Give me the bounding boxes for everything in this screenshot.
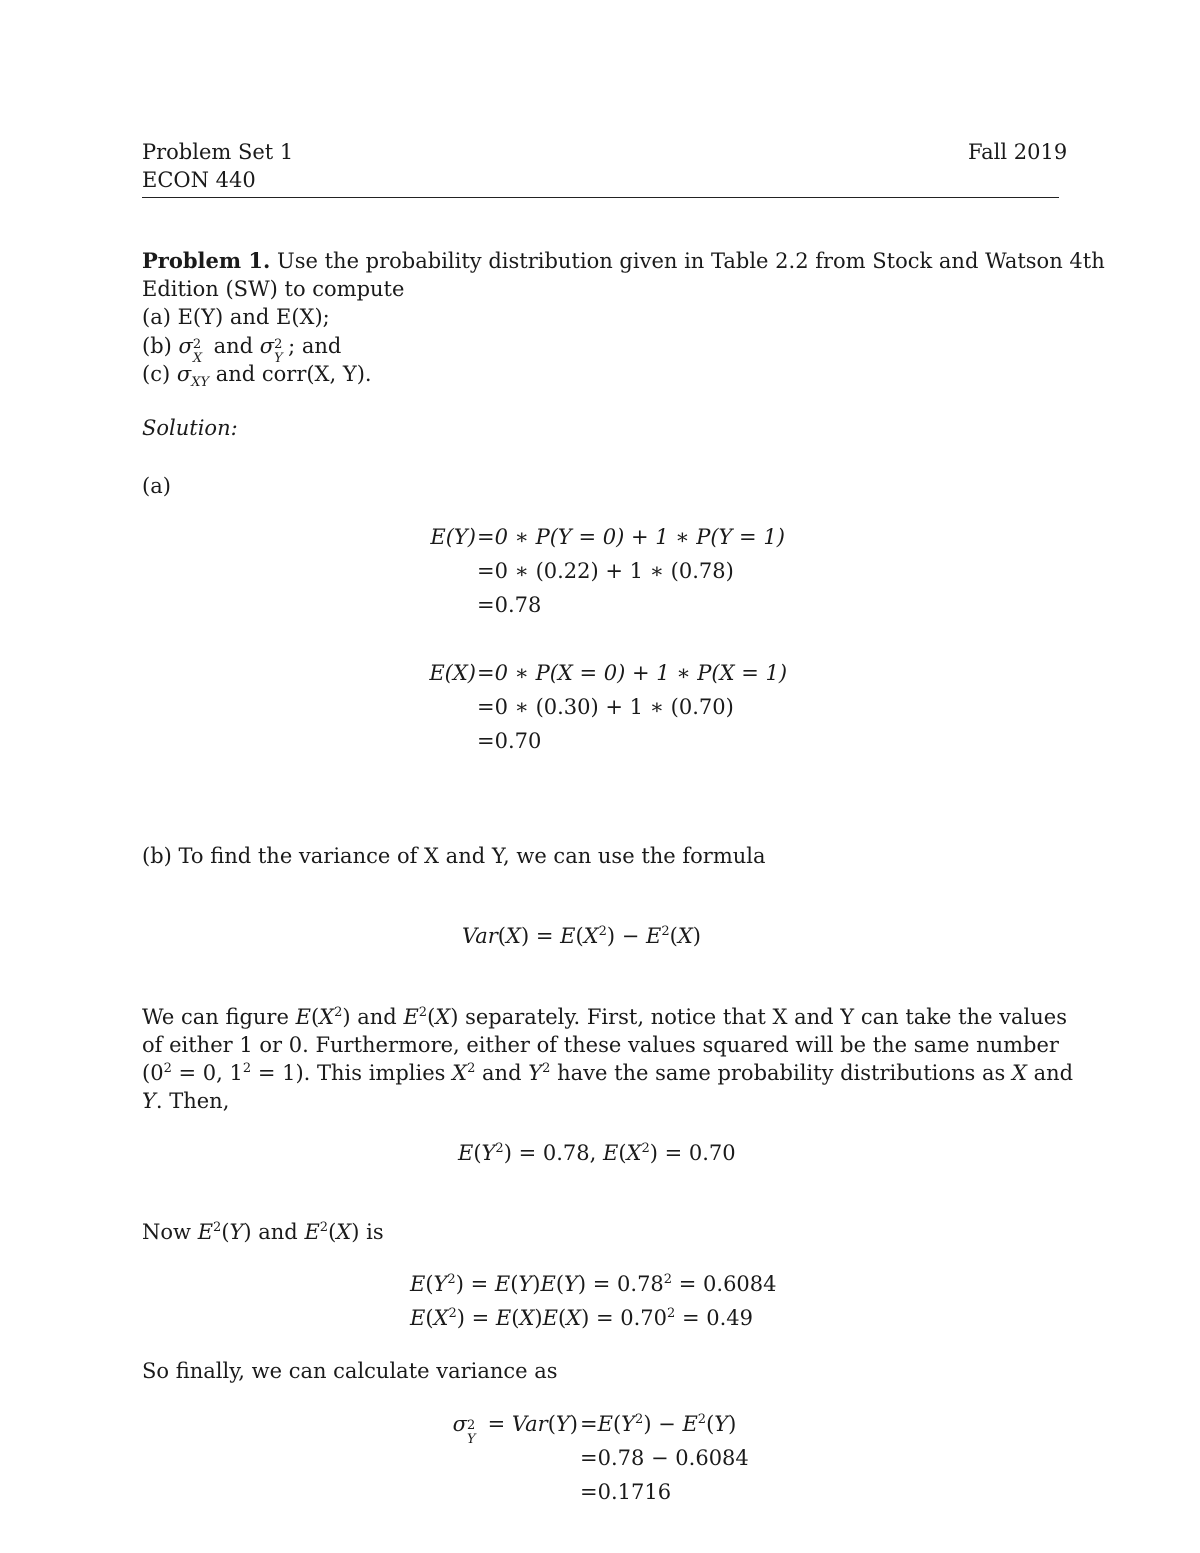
paragraph-line-2: of either 1 or 0. Furthermore, either of these values squared will be the same number — [142, 1033, 1059, 1057]
variance-formula: $Var(X) = E(X^2) - E^2(X)$ — [462, 924, 701, 948]
square-row-1: $E(Y^2) = E(Y)E(Y) = 0.78^2 = 0.6084$ — [410, 1272, 777, 1296]
square-row-2: $E(X^2) = E(X)E(X) = 0.70^2 = 0.49$ — [410, 1306, 754, 1330]
paragraph-line-4: Y. Then, — [142, 1089, 230, 1113]
var-lhs: σ 2 Y = Var(Y) — [452, 1412, 578, 1447]
now-line: Now $E^2(Y)$ and $E^2(X)$ is — [142, 1220, 384, 1244]
finally-line: So finally, we can calculate variance as — [142, 1359, 558, 1383]
problem-part-b: (b) σ 2 X and σ 2 Y ; and — [142, 334, 342, 366]
ex-row-2: =0 ∗ (0.30) + 1 ∗ (0.70) — [477, 695, 734, 719]
paragraph-line-1: We can figure $E(X^2)$ and $E^2(X)$ separately. First, notice that X and Y can take the values — [142, 1005, 1067, 1029]
ey-row-2: =0 ∗ (0.22) + 1 ∗ (0.78) — [477, 559, 734, 583]
problem-part-c: (c) $\sigma_{XY}$ and corr(X, Y). — [142, 362, 372, 390]
expected-squares: $E(Y^2) = 0.78$, $E(X^2) = 0.70$ — [458, 1141, 736, 1165]
solution-part-a-label: (a) — [142, 474, 171, 498]
problem-line-1 — [142, 247, 1105, 275]
ex-lhs: E(X) — [429, 661, 476, 685]
ey-row-1: =0 ∗ P(Y = 0) + 1 ∗ P(Y = 1) — [477, 525, 785, 549]
header-term: Fall 2019 — [968, 140, 1068, 164]
header-title: Problem Set 1 — [142, 140, 294, 164]
solution-heading: Solution: — [142, 416, 238, 440]
problem-text-2: Edition (SW) to compute — [142, 277, 405, 301]
var-row-2: =0.78 − 0.6084 — [580, 1446, 749, 1470]
ex-row-1: =0 ∗ P(X = 0) + 1 ∗ P(X = 1) — [477, 661, 788, 685]
problem-part-a: (a) E(Y) and E(X); — [142, 305, 330, 329]
header-divider — [142, 197, 1059, 198]
ey-row-3: =0.78 — [477, 593, 542, 617]
problem-text-1: Use the probability distribution given in Table 2.2 from Stock and Watson 4th — [277, 249, 1105, 273]
var-row-3: =0.1716 — [580, 1480, 672, 1504]
var-row-1: $=E(Y^2) - E^2(Y)$ — [580, 1412, 737, 1436]
header-course: ECON 440 — [142, 168, 256, 192]
paragraph-line-3: ($0^2 = 0$, $1^2 = 1$). This implies $X^2$ and $Y^2$ have the same probability distributions as X and — [142, 1061, 1074, 1085]
part-b-intro: (b) To find the variance of X and Y, we can use the formula — [142, 844, 766, 868]
problem-label: Problem 1. — [142, 248, 271, 273]
ex-row-3: =0.70 — [477, 729, 542, 753]
ey-lhs: E(Y) — [430, 525, 476, 549]
